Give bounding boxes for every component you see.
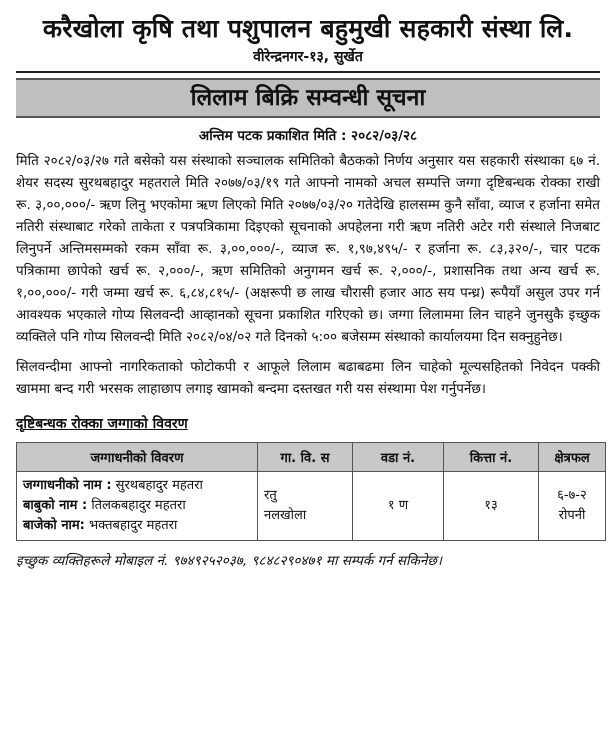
father-name-label: बाबुको नाम : <box>23 498 88 513</box>
owner-name-value: सुरथबहादुर महतरा <box>115 478 203 493</box>
col-vdc: गा. वि. स <box>258 443 353 472</box>
col-owner-details: जग्गाधनीको विवरण <box>17 443 258 472</box>
notice-paragraph-1: मिति २०८२/०३/२७ गते बसेको यस संस्थाको सञ्चालक समितिको बैठकको निर्णय अनुसार यस सहकारी संस्थाका ६७ नं. शेयर सदस्य सुरथबहादुर महतराले मिति २०७७/०३/१९ गते आफ्नो नामको अचल सम्पत्ति जग्गा दृष्टिबन्धक रोक्का राखी रू. ३,००,०००/- ऋण लिनु भएकोमा ऋण लिएको मिति २०७७/०३/२० गतेदेखि हालसम्म कुनै साँवा, व्याज र हर्जाना समेत नतिरी संस्थाबाट गरेको ताकेता र पत्रपत्रिकामा दिइएको सूचनाको अपहेलना गरी ऋण नतिरी अटेर गरी संस्थाले निजबाट लिनुपर्ने अन्तिमसम्मको रकम साँवा रू. ३,००,०००/-, व्याज रू. १,९७,४९५/- र हर्जाना रू. ८३,३२०/-, चार पटक पत्रिकामा छापेको खर्च रू. २,०००/-, ऋण समितिको अनुगमन खर्च रू. २,०००/-, प्रशासनिक तथा अन्य खर्च रू. १,००,०००/- गरी जम्मा खर्च रू. ६,८४,८१५/- (अक्षरूपी छ लाख चौरासी हजार आठ सय पन्ध्र) रूपैयाँ असुल उपर गर्न आवश्यक भएकाले गोप्य सिलवन्दी आव्हानको सूचना प्रकाशित गरिएको छ। जग्गा लिलाममा लिन चाहने जुनसुकै इच्छुक व्यक्तिले पनि गोप्य सिलवन्दी मिति २०८२/०४/०२ गते दिनको ५:०० बजेसम्म संस्थाको कार्यालयमा दिन सक्नुहुनेछ। <box>16 153 600 345</box>
header-divider <box>16 71 600 73</box>
grandfather-name-value: भक्तबहादुर महतरा <box>89 518 178 533</box>
father-name-line <box>23 496 251 516</box>
owner-details-cell <box>17 472 258 541</box>
vdc-line-1: रतु <box>264 488 277 503</box>
table-header-row <box>17 443 606 472</box>
father-name-value: तिलकबहादुर महतरा <box>91 498 186 513</box>
plot-cell: १३ <box>444 472 539 541</box>
col-ward: वडा नं. <box>353 443 444 472</box>
area-cell: ६-७-२ रोपनी <box>539 472 606 541</box>
organization-name: करैखोला कृषि तथा पशुपालन बहुमुखी सहकारी संस्था लि. <box>42 14 574 43</box>
contact-footer: इच्छुक व्यक्तिहरूले मोबाइल नं. ९७४९२५२०३७, ९८४८२९०४७१ मा सम्पर्क गर्न सकिनेछ। <box>16 553 442 569</box>
table-row <box>17 472 606 541</box>
notice-title: लिलाम बिक्रि सम्वन्धी सूचना <box>16 78 600 118</box>
col-area: क्षेत्रफल <box>539 443 606 472</box>
notice-paragraph-2: सिलवन्दीमा आफ्नो नागरिकताको फोटोकपी र आफूले लिलाम बढाबढमा लिन चाहेको मूल्यसहितको निवेदन पक्की खाममा बन्द गरी भरसक लाहाछाप लगाइ खामको बन्दमा दस्तखत गरी यस संस्थामा पेश गर्नुपर्नेछ। <box>16 359 600 397</box>
owner-name-label: जग्गाधनीको नाम : <box>23 478 112 493</box>
ward-cell: १ ण <box>353 472 444 541</box>
land-details-table <box>16 442 606 541</box>
vdc-line-2: नलखोला <box>264 508 307 523</box>
owner-name-line <box>23 476 251 496</box>
vdc-cell <box>258 472 353 541</box>
grandfather-name-line <box>23 516 251 536</box>
land-section-title: दृष्टिबन्धक रोक्का जग्गाको विवरण <box>16 416 188 432</box>
publish-date: अन्तिम पटक प्रकाशित मिति : २०८२/०३/२८ <box>198 128 418 144</box>
organization-address: वीरेन्द्रनगर-१३, सुर्खेत <box>253 49 363 65</box>
grandfather-name-label: बाजेको नाम: <box>23 518 85 533</box>
col-plot: कित्ता नं. <box>444 443 539 472</box>
